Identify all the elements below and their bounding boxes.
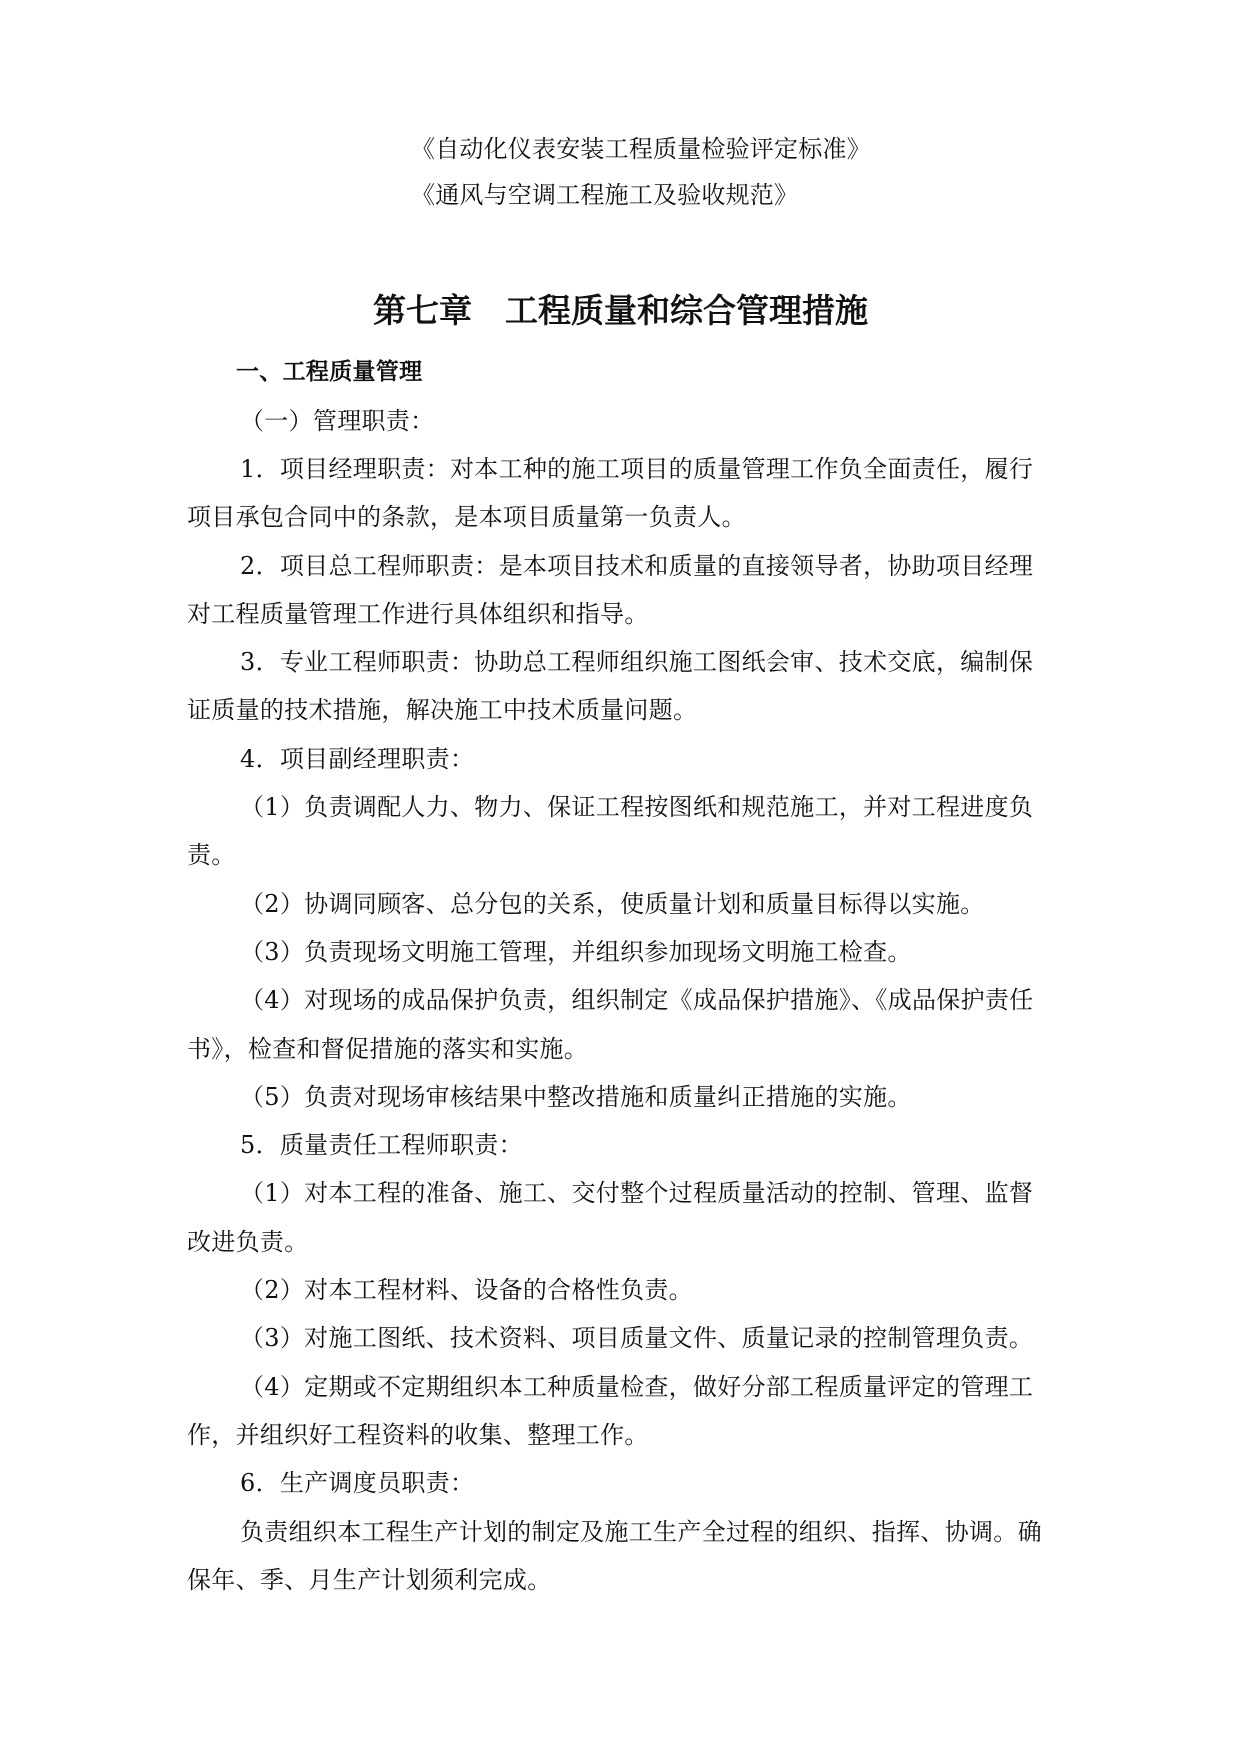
paragraph-line: （一）管理职责： <box>240 407 435 435</box>
paragraph-line: （2）对本工程材料、设备的合格性负责。 <box>240 1276 693 1304</box>
paragraph-line: 项目承包合同中的条款，是本项目质量第一负责人。 <box>187 503 746 531</box>
paragraph-line: 1．项目经理职责：对本工种的施工项目的质量管理工作负全面责任，履行 <box>240 455 1034 483</box>
paragraph-line: 作，并组织好工程资料的收集、整理工作。 <box>187 1421 649 1449</box>
paragraph-line: 证质量的技术措施，解决施工中技术质量问题。 <box>187 696 698 724</box>
paragraph-line: （1）对本工程的准备、施工、交付整个过程质量活动的控制、管理、监督 <box>240 1179 1034 1207</box>
paragraph-line: （4）对现场的成品保护负责，组织制定《成品保护措施》、《成品保护责任 <box>240 986 1034 1014</box>
paragraph-line: （2）协调同顾客、总分包的关系，使质量计划和质量目标得以实施。 <box>240 890 985 918</box>
paragraph-line: 改进负责。 <box>187 1228 309 1256</box>
paragraph-line: 6．生产调度员职责： <box>240 1469 475 1497</box>
paragraph-line: 4．项目副经理职责： <box>240 745 475 773</box>
paragraph-line: （4）定期或不定期组织本工种质量检查，做好分部工程质量评定的管理工 <box>240 1373 1034 1401</box>
chapter-title: 第七章 工程质量和综合管理措施 <box>373 291 868 330</box>
paragraph-line: （3）对施工图纸、技术资料、项目质量文件、质量记录的控制管理负责。 <box>240 1324 1034 1352</box>
paragraph-line: 3．专业工程师职责：协助总工程师组织施工图纸会审、技术交底，编制保 <box>240 648 1034 676</box>
section-title: 一、工程质量管理 <box>236 359 423 385</box>
paragraph-line: 对工程质量管理工作进行具体组织和指导。 <box>187 600 649 628</box>
reference-standard-1: 《自动化仪表安装工程质量检验评定标准》 <box>411 135 871 163</box>
paragraph-line: 保年、季、月生产计划须利完成。 <box>187 1566 552 1594</box>
paragraph-line: （1）负责调配人力、物力、保证工程按图纸和规范施工，并对工程进度负 <box>240 793 1034 821</box>
paragraph-line: （3）负责现场文明施工管理，并组织参加现场文明施工检查。 <box>240 938 912 966</box>
reference-standard-2: 《通风与空调工程施工及验收规范》 <box>411 181 799 209</box>
paragraph-line: 责。 <box>187 841 236 869</box>
paragraph-line: 2．项目总工程师职责：是本项目技术和质量的直接领导者，协助项目经理 <box>240 552 1034 580</box>
paragraph-line: 书》，检查和督促措施的落实和实施。 <box>187 1035 589 1063</box>
paragraph-line: （5）负责对现场审核结果中整改措施和质量纠正措施的实施。 <box>240 1083 912 1111</box>
paragraph-line: 5．质量责任工程师职责： <box>240 1131 523 1159</box>
paragraph-line: 负责组织本工程生产计划的制定及施工生产全过程的组织、指挥、协调。确 <box>240 1518 1042 1546</box>
